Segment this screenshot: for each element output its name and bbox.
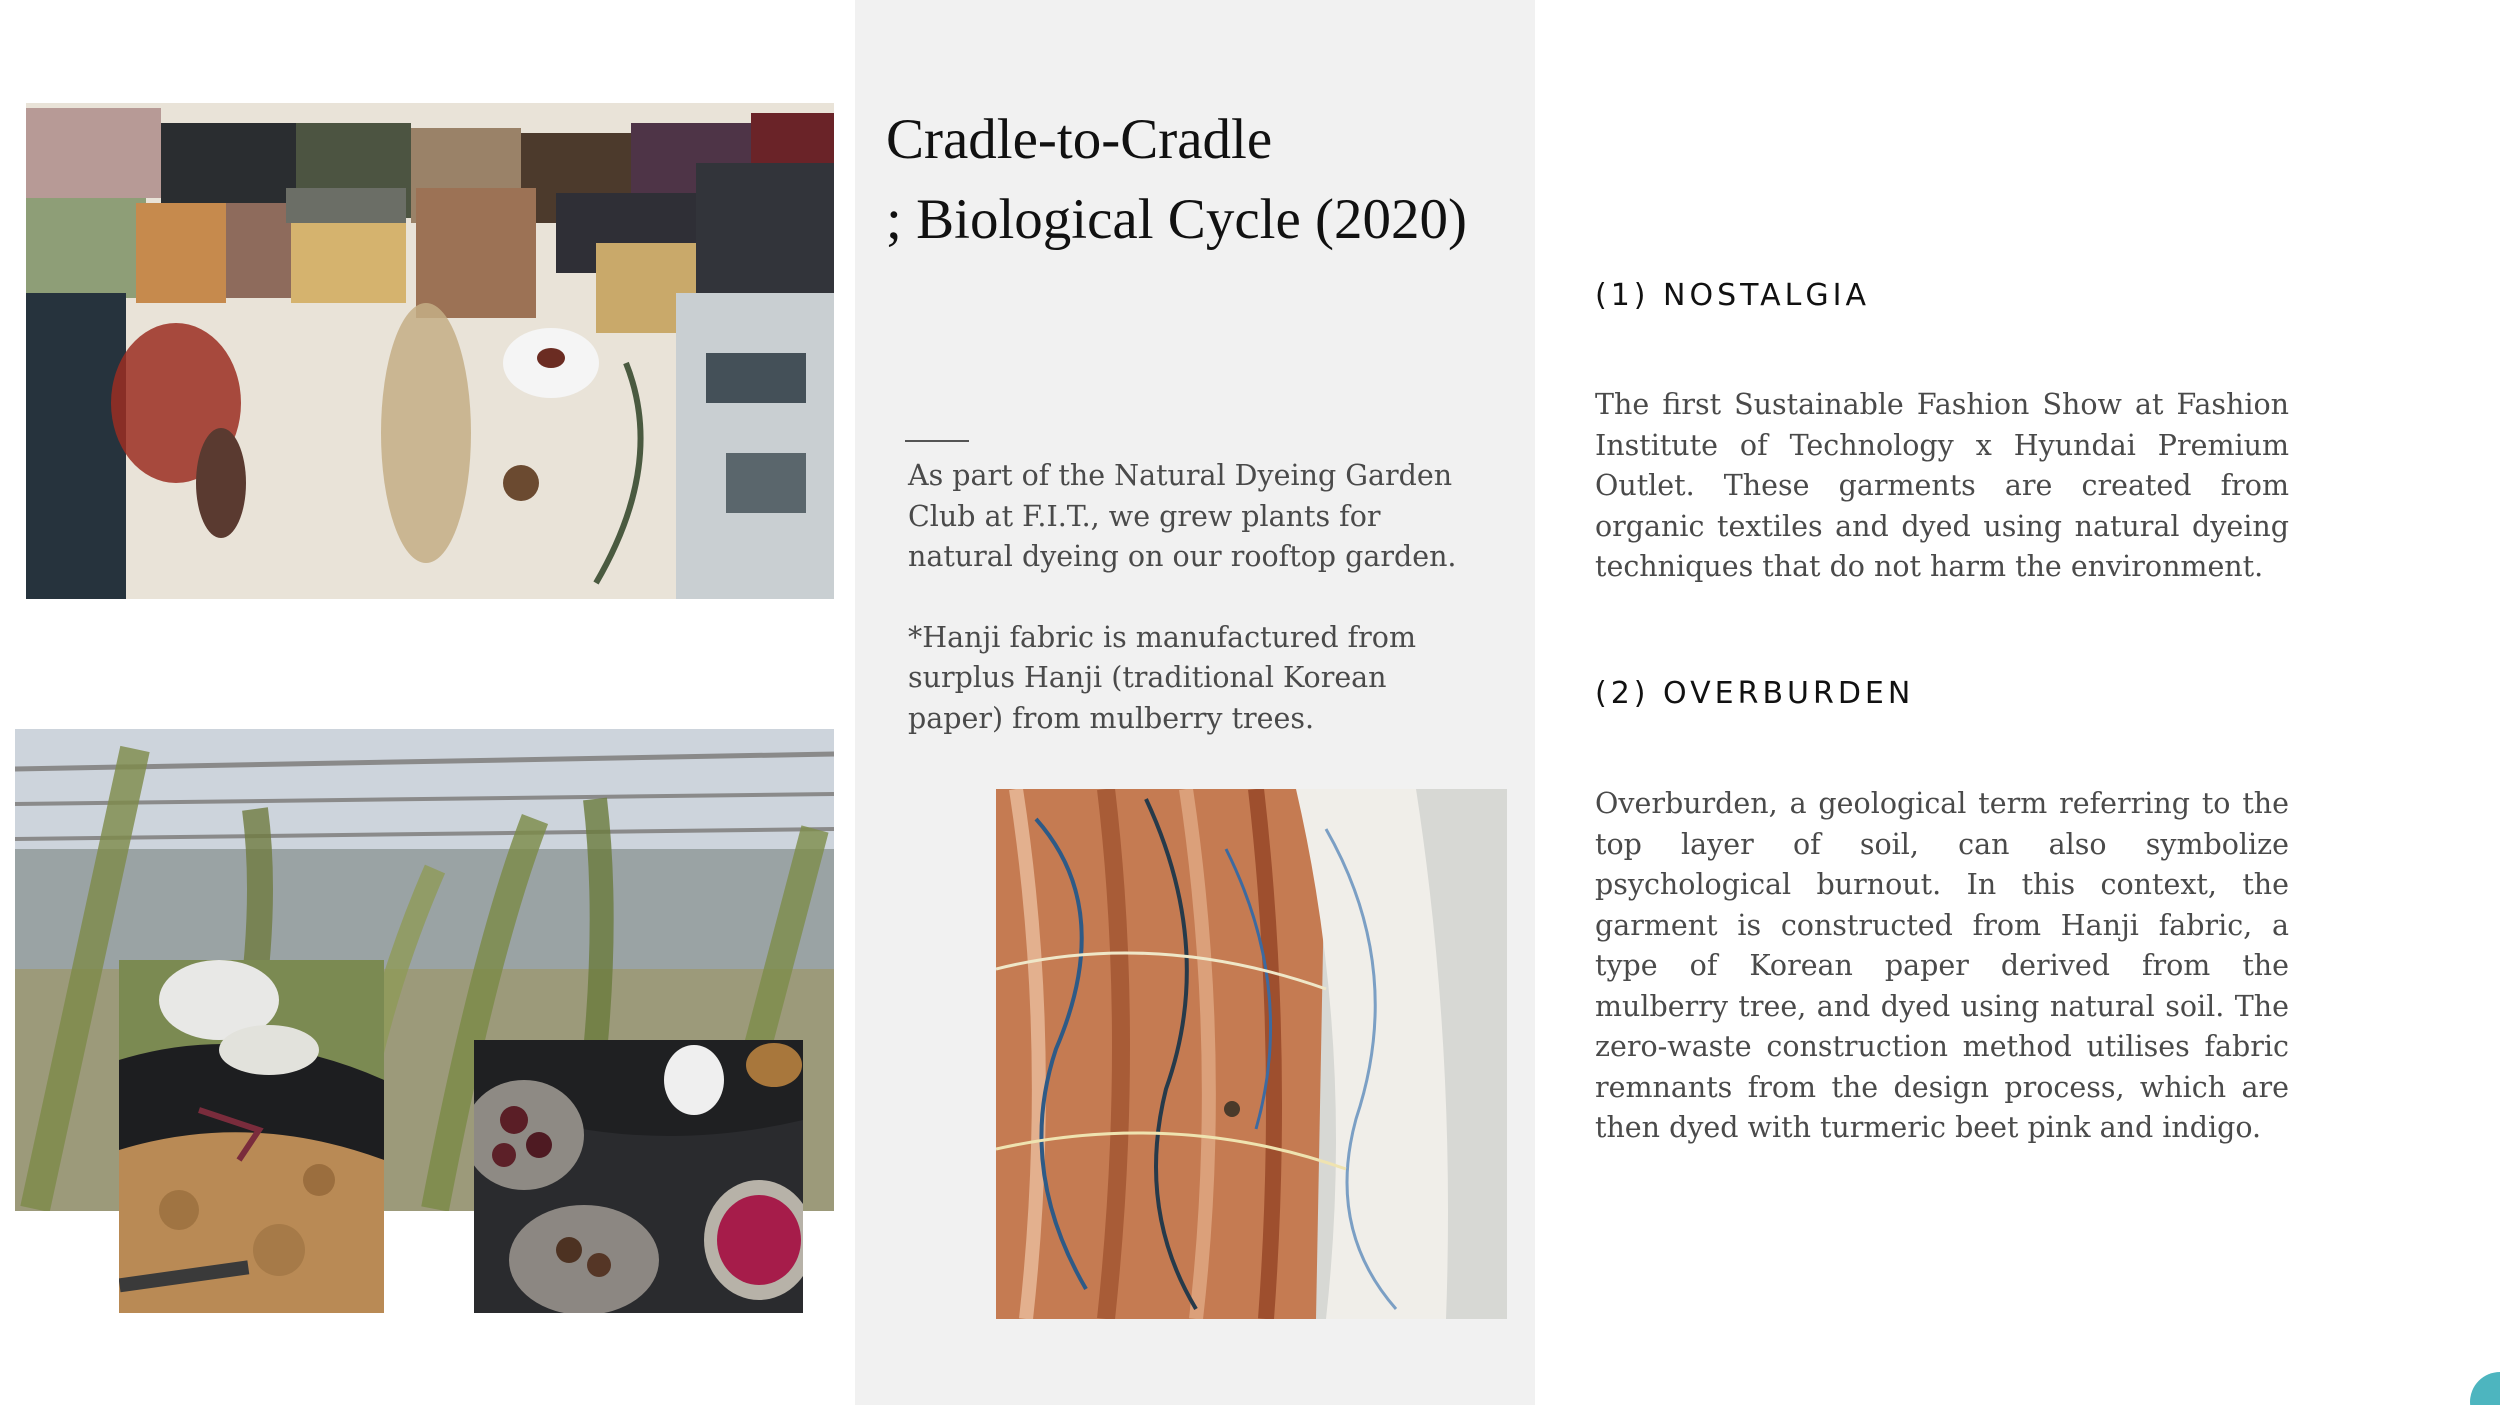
intro-paragraph-1: As part of the Natural Dyeing Garden Club at F.I.T., we grew plants for natural dyeing on our rooftop garden. — [908, 459, 1457, 573]
section-body-nostalgia: The first Sustainable Fashion Show at Fashion Institute of Technology x Hyundai Premium Outlet. These garments are created from organic textiles and dyed using natural dyeing techniques that do not harm the environment. — [1595, 388, 2289, 583]
beet-dye-bowls-photo — [474, 1040, 803, 1313]
corner-accent-dot — [2470, 1372, 2500, 1405]
dyed-fabrics-photo — [26, 103, 834, 599]
hanji-garment-photo — [996, 789, 1507, 1319]
slide-title — [886, 100, 1526, 260]
section-heading-nostalgia: (1) NOSTALGIA — [1595, 278, 1870, 313]
title-line-1: Cradle-to-Cradle — [886, 108, 1273, 171]
section-heading-overburden: (2) OVERBURDEN — [1595, 676, 1915, 711]
intro-text-block — [908, 456, 1478, 739]
title-line-2: ; Biological Cycle (2020) — [886, 188, 1467, 251]
section-body-overburden: Overburden, a geological term referring to the top layer of soil, can also symbolize psychological burnout. In this context, the garment is constructed from Hanji fabric, a type of Korean paper derived from the mulberry tree, and dyed using natural soil. The zero-waste construction method utilises fabric remnants from the design process, which are then dyed with turmeric beet pink and indigo. — [1595, 787, 2289, 1144]
soil-harvest-photo — [119, 960, 384, 1313]
intro-divider — [905, 440, 969, 442]
intro-paragraph-2: *Hanji fabric is manufactured from surplus Hanji (traditional Korean paper) from mulberry trees. — [908, 620, 1416, 735]
